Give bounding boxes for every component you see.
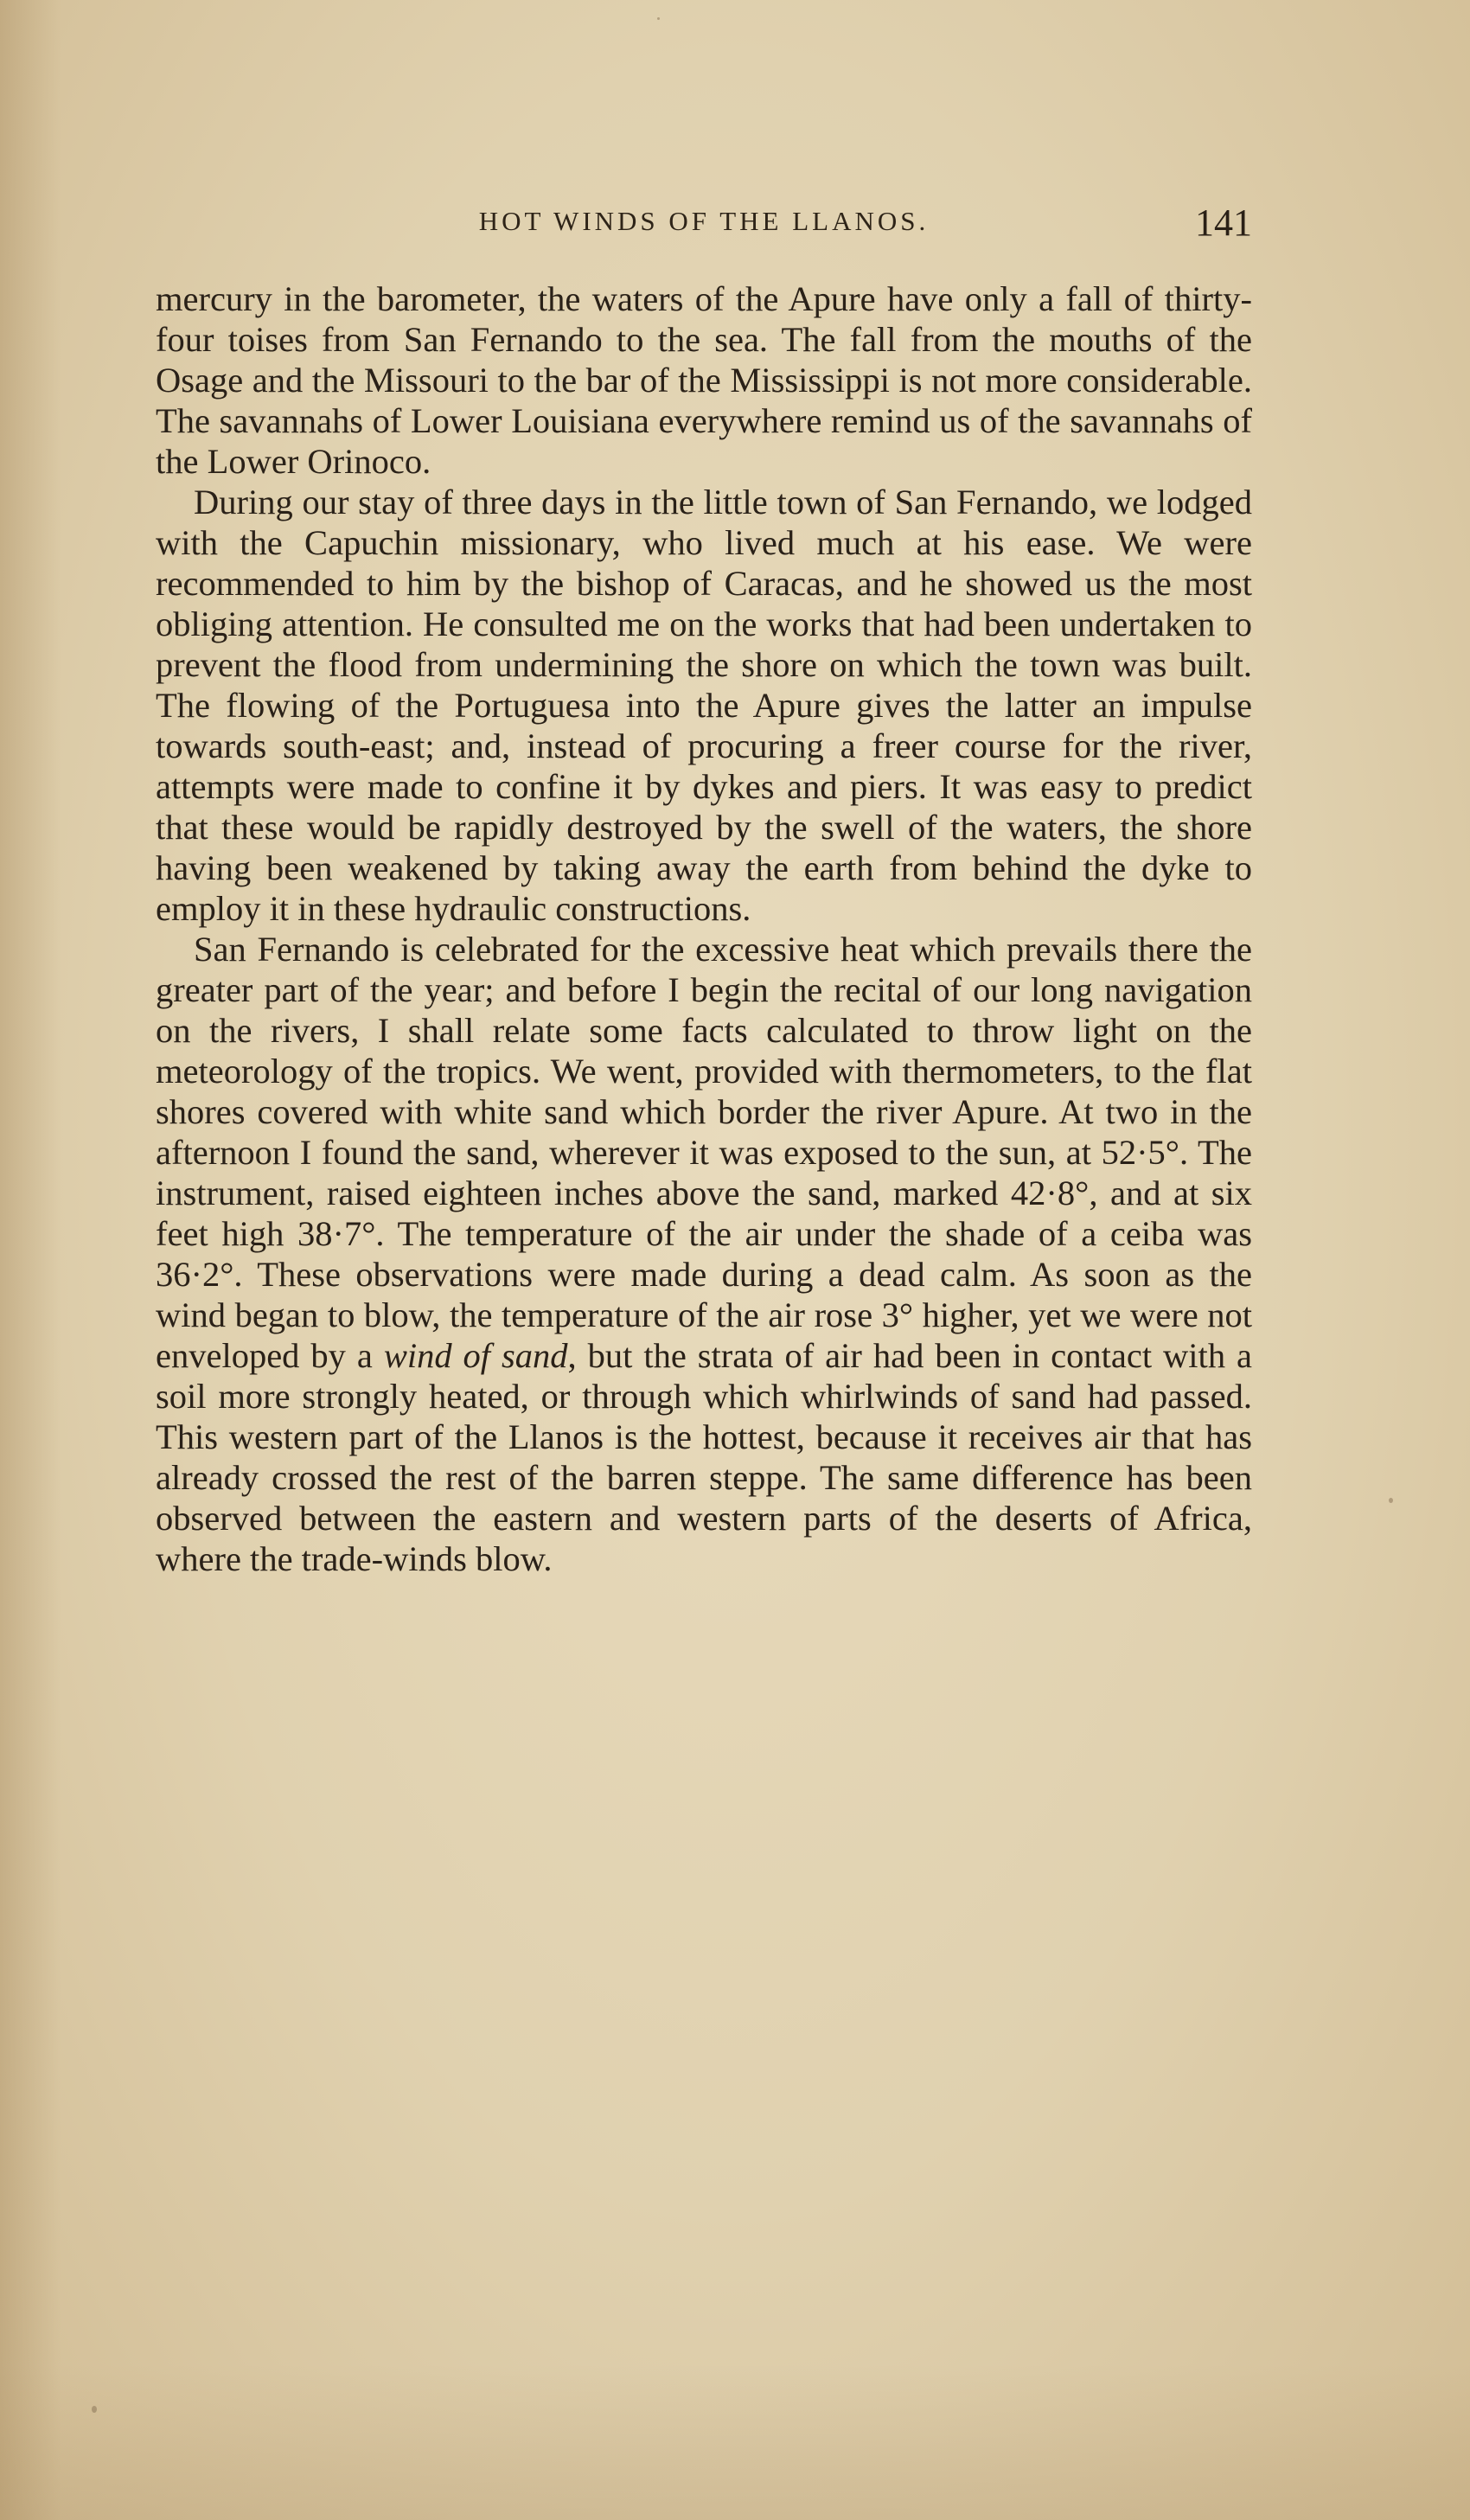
page-header — [156, 201, 1252, 253]
italic-phrase: wind of sand — [383, 1336, 568, 1375]
body-text — [156, 278, 1252, 1579]
page-bottom-shadow — [0, 2364, 1470, 2520]
paragraph-3 — [156, 929, 1252, 1579]
paragraph-3-text-b: , but the strata of air had been in contact with a soil more strongly heated, or through which whirlwinds of sand had passed. This western part of the Llanos is the hottest, because it receives air that has already crossed the rest of the barren steppe. The same difference has been observed between the eastern and western parts of the deserts of Africa, where the trade-winds blow. — [156, 1336, 1253, 1578]
paragraph-2: During our stay of three days in the little town of San Fernando, we lodged with the Capuchin missionary, who lived much at his ease. We were recommended to him by the bishop of Caracas, and he showed us the most obliging attention. He consulted me on the works that had been undertaken to prevent the flood from undermining the shore on which the town was built. The flowing of the Portuguesa into the Apure gives the latter an impulse towards south-east; and, instead of procuring a freer course for the river, attempts were made to confine it by dykes and piers. It was easy to predict that these would be rapidly destroyed by the swell of the waters, the shore having been weakened by taking away the earth from behind the dyke to employ it in these hydraulic constructions. — [156, 483, 1252, 928]
paragraph-1: mercury in the barometer, the waters of the Apure have only a fall of thirty-four toises from San Fernando to the sea. The fall from the mouths of the Osage and the Missouri to the bar of the Mississippi is not more considerable. The savannahs of Lower Louisiana everywhere remind us of the savannahs of the Lower Orinoco. — [156, 279, 1252, 481]
paragraph-3-text-a: San Fernando is celebrated for the excessive heat which prevails there the greater part of the year; and before I begin the recital of our long navigation on the rivers, I shall relate some facts calculated to throw light on the meteorology of the tropics. We went, provided with thermometers, to the flat shores covered with white sand which border the river Apure. At two in the afternoon I found the sand, wherever it was exposed to the sun, at 52·5°. The instrument, raised eighteen inches above the sand, marked 42·8°, and at six feet high 38·7°. The temperature of the air under the shade of a ceiba was 36·2°. These observations were made during a dead calm. As soon as the wind began to blow, the temperature of the air rose 3° higher, yet we were not enveloped by a — [156, 930, 1252, 1375]
running-head: HOT WINDS OF THE LLANOS. — [478, 206, 930, 236]
page-edge-shadow — [0, 0, 61, 2520]
page-number: 141 — [1195, 201, 1252, 244]
